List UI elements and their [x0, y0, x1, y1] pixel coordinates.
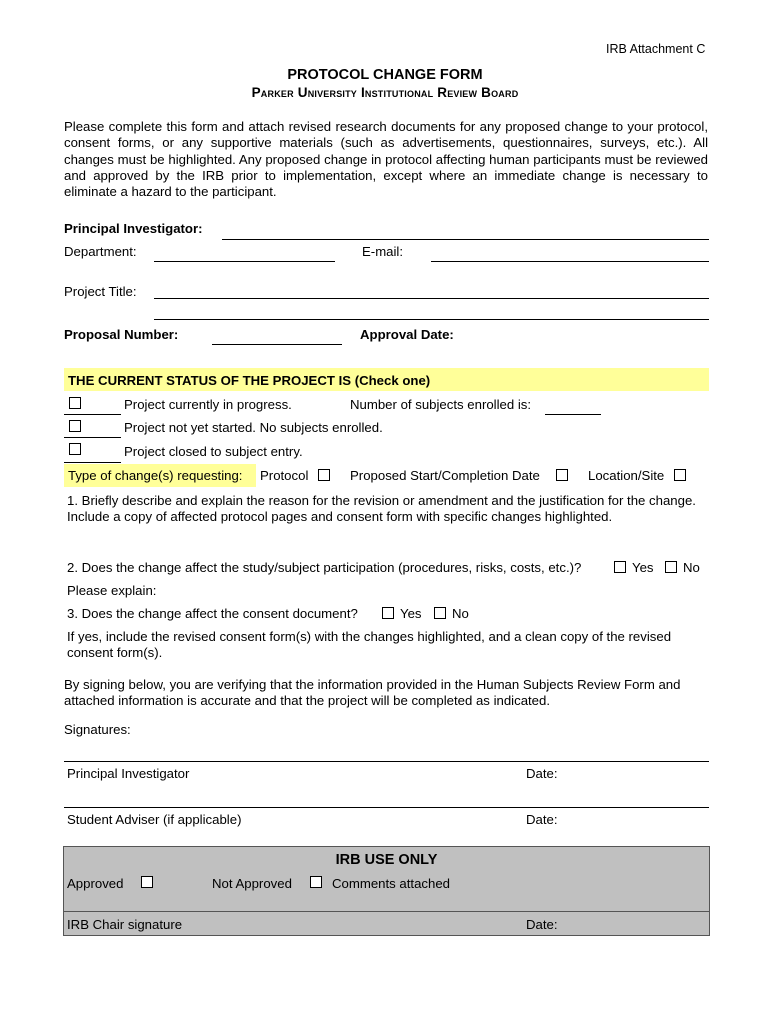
- status-checkbox-in-progress[interactable]: [69, 397, 81, 409]
- department-label: Department:: [64, 244, 137, 259]
- q2-no-checkbox[interactable]: [665, 561, 677, 573]
- irb-chair-signature-label[interactable]: IRB Chair signature: [67, 917, 183, 932]
- enrolled-field[interactable]: [545, 414, 601, 415]
- intro-paragraph: Please complete this form and attach revised research documents for any proposed change to your protocol, consent forms, or any supportive materials (such as advertisements, questionnaires, surveys, etc.). All changes must be highlighted. Any proposed change in protocol affecting human participants must be reviewed and approved by the IRB prior to implementation, except where an immediate change is necessary to eliminate a hazard to the participant.: [64, 119, 708, 200]
- signing-statement: By signing below, you are verifying that the information provided in the Human Subjects Review Form and attached information is accurate and that the project will be completed as indicated.: [64, 677, 681, 709]
- irb-use-box: [63, 846, 710, 936]
- adviser-signature-line[interactable]: [64, 807, 709, 808]
- q3-no-label: No: [452, 606, 469, 621]
- enrolled-label: Number of subjects enrolled is:: [350, 397, 532, 412]
- form-subtitle: Parker University Institutional Review Board: [251, 85, 519, 100]
- status-checkbox-closed[interactable]: [69, 443, 81, 455]
- status-heading: [64, 368, 709, 391]
- email-field[interactable]: [431, 261, 709, 262]
- change-type-protocol-label: Protocol: [260, 468, 309, 483]
- status-divider-1: [64, 414, 121, 415]
- signatures-label: Signatures:: [64, 722, 131, 737]
- change-type-site-checkbox[interactable]: [674, 469, 686, 481]
- pi-signature-date-label: Date:: [526, 766, 558, 781]
- q2-yes-label: Yes: [632, 560, 654, 575]
- question-2: 2. Does the change affect the study/subject participation (procedures, risks, costs, etc.)?: [67, 560, 582, 575]
- change-type-protocol-checkbox[interactable]: [318, 469, 330, 481]
- project-title-field[interactable]: [154, 298, 709, 299]
- q2-yes-checkbox[interactable]: [614, 561, 626, 573]
- irb-approved-label: Approved: [67, 876, 124, 891]
- adviser-signature-label: Student Adviser (if applicable): [67, 812, 242, 827]
- q3-no-checkbox[interactable]: [434, 607, 446, 619]
- change-type-site-label: Location/Site: [588, 468, 665, 483]
- q3-note: If yes, include the revised consent form(s) with the changes highlighted, and a clean copy of the revised consent form(s).: [67, 629, 672, 661]
- status-checkbox-not-started[interactable]: [69, 420, 81, 432]
- change-type-dates-checkbox[interactable]: [556, 469, 568, 481]
- attachment-label: IRB Attachment C: [606, 42, 706, 56]
- irb-not-approved-checkbox[interactable]: [310, 876, 322, 888]
- department-field[interactable]: [154, 261, 335, 262]
- form-title: PROTOCOL CHANGE FORM: [287, 67, 483, 83]
- project-title-field-2[interactable]: [154, 319, 709, 320]
- status-option-in-progress: Project currently in progress.: [124, 397, 292, 412]
- pi-label: Principal Investigator:: [64, 221, 203, 236]
- project-title-label: Project Title:: [64, 284, 137, 299]
- status-divider-3: [64, 462, 121, 463]
- status-option-closed: Project closed to subject entry.: [124, 444, 303, 459]
- irb-approved-checkbox[interactable]: [141, 876, 153, 888]
- email-label: E-mail:: [362, 244, 404, 259]
- status-heading-text: THE CURRENT STATUS OF THE PROJECT IS (Check one): [68, 373, 431, 388]
- irb-comments-label: Comments attached: [332, 876, 451, 891]
- change-type-label-text: Type of change(s) requesting:: [68, 468, 243, 483]
- irb-not-approved-label: Not Approved: [212, 876, 292, 891]
- pi-signature-line[interactable]: [64, 761, 709, 762]
- status-divider-2: [64, 437, 121, 438]
- irb-divider: [64, 911, 709, 912]
- q2-no-label: No: [683, 560, 700, 575]
- approval-date-label: Approval Date:: [360, 327, 454, 342]
- status-option-not-started: Project not yet started. No subjects enrolled.: [124, 420, 383, 435]
- q3-yes-checkbox[interactable]: [382, 607, 394, 619]
- question-1: 1. Briefly describe and explain the reason for the revision or amendment and the justification for the change. Include a copy of affected protocol pages and consent form with specific changes highlighted.: [67, 493, 696, 525]
- question-3: 3. Does the change affect the consent document?: [67, 606, 358, 621]
- change-type-label: [64, 464, 256, 487]
- irb-heading: IRB USE ONLY: [335, 852, 438, 868]
- change-type-dates-label: Proposed Start/Completion Date: [350, 468, 540, 483]
- pi-field[interactable]: [222, 239, 709, 240]
- q3-yes-label: Yes: [400, 606, 422, 621]
- proposal-number-label: Proposal Number:: [64, 327, 179, 342]
- pi-signature-label: Principal Investigator: [67, 766, 190, 781]
- proposal-number-field[interactable]: [212, 344, 342, 345]
- adviser-signature-date-label: Date:: [526, 812, 558, 827]
- irb-chair-date-label: Date:: [526, 917, 558, 932]
- q2-explain-label: Please explain:: [67, 583, 157, 598]
